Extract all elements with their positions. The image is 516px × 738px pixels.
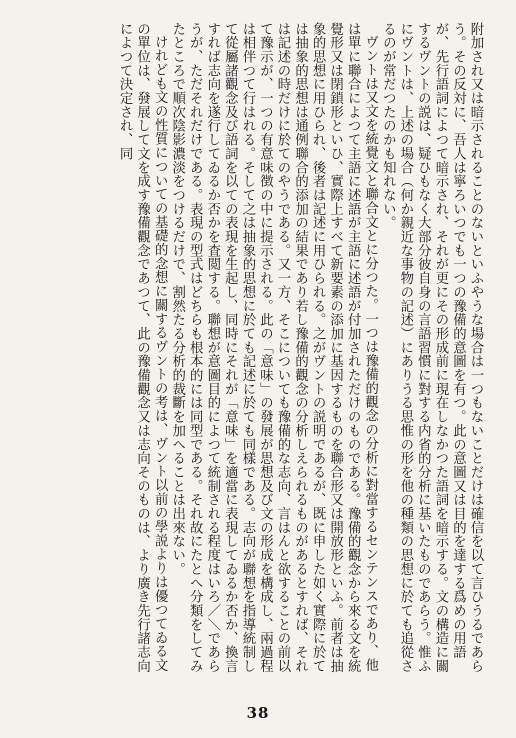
paragraph-3: けれども文の性質についての基礎的念想に關するヴントの考は、ヴント以前の學説よりは優つてゐる文の單位は、發展して文を成す豫備觀念であつて、此の豫備觀念又は志向そのものは、より廣き先行諸志向によつて決定され、同 — [117, 22, 168, 673]
body-text — [38, 22, 484, 680]
paragraph-1: 附加され又は暗示されることのないといふやうな場合は一つもないことだけは確信を以て言ひうるであらう。その反対に、吾人は寧ろいつでも一つの豫備的意圖を有つ。此の意圖又は目的を達する爲めの用語が、先行語詞によつて暗示され、それが更にその形成前に現在しなかつた語詞を暗示する。文の構造に關するヴントの説は、疑ひもなく大部分彼自身の言語習慣に對する内省的分析に基いたものであらう。惟ふにヴントは、上述の場合（何か親近な事物の記述）にありうる思惟の形を他の種類の思想に於ても追從さるのが常だつたのかも知れない。 — [380, 22, 483, 673]
paragraph-2: ヴントは又文を統覺文と聯合文とに分つた。一つは豫備的觀念の分析に對當するセンテンスであり、他は單に聯合によつて主語に述語が主語に述語が付加されただけのものである。豫備的觀念から來る文を統覺形又は閉鎖形といひ、實際上すべて新要素の添加に基因するものを聯合形又は開放形といふ。前者は抽象的思想に用ひられ、後者は記述に用ひられる。之がヴントの説明であるが、既に申した如く實際に於ては抽象的思想は通例聯合的添加の結果であり若し豫備的觀念の分析しえられるものがあるとすれば、それは記述の時だけに於てのやうである。又一方、そこについても豫備的な志向、言はんと欲することの前以て豫示が、一つの有意味徴の中に提示される。此の「意味」の發展が思想及び文の形成を構成し、兩過程は相伴つて行はれる。そして之は抽象的思想に於ても記述に於ても同樣である。志向が聯想を指導統制して從屬諸觀念及び語詞を以ての表現を生起し、同時にそれが「意味」を適當に表現してゐるか否か、換言すれば志向を遂行してゐるか否かを査閲する。聯想が意圖目的によつて統制される程度はいろ／＼であらうが、ただそれだけである。表現の型式はどちらも根本的には同型である。それ故にたとへ分類をしてみたところで順次陰影濃淡をつけるだけで、割然たる分析的裁斷を加へることは出來ない。 — [169, 22, 378, 673]
page-number: 38 — [246, 704, 270, 722]
